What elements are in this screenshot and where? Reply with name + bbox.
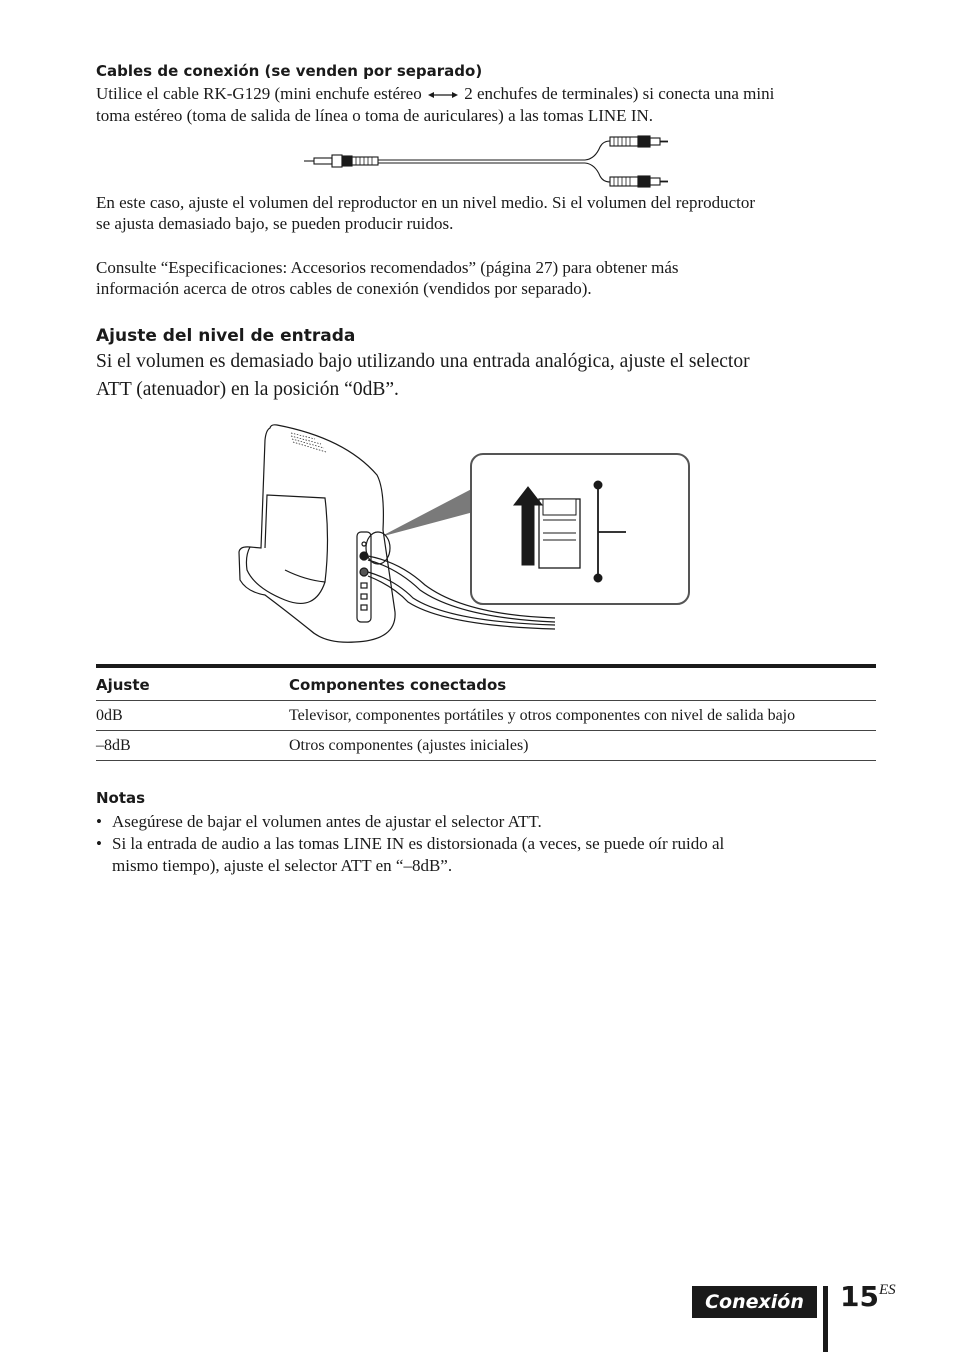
table-header-row <box>96 668 876 701</box>
table-header-ajuste: Ajuste <box>96 668 289 701</box>
table-cell-components: Televisor, componentes portátiles y otros componentes con nivel de salida bajo <box>289 701 876 731</box>
note-text-2-line-2: mismo tiempo), ajuste el selector ATT en “–8dB”. <box>112 856 453 875</box>
table-cell-setting: –8dB <box>96 731 289 761</box>
input-level-line-2: ATT (atenuador) en la posición “0dB”. <box>96 379 399 400</box>
settings-table <box>96 668 876 761</box>
note-text-2-line-1: Si la entrada de audio a las tomas LINE IN es distorsionada (a veces, se puede oír ruido al <box>112 834 725 853</box>
table-cell-components: Otros componentes (ajustes iniciales) <box>289 731 876 761</box>
table-row <box>96 731 876 761</box>
table-header-componentes: Componentes conectados <box>289 668 876 701</box>
att-switch-detail <box>500 475 640 590</box>
notes-heading: Notas <box>96 789 146 807</box>
input-level-line-1: Si el volumen es demasiado bajo utilizando una entrada analógica, ajuste el selector <box>96 351 750 372</box>
table-cell-setting: 0dB <box>96 701 289 731</box>
table-row <box>96 701 876 731</box>
page-number <box>840 1280 896 1313</box>
note-text-1: Asegúrese de bajar el volumen antes de ajustar el selector ATT. <box>112 812 542 831</box>
cables-line-1-after: 2 enchufes de terminales) si conecta una mini <box>464 84 775 103</box>
note-bullet: • <box>96 812 102 831</box>
cable-illustration <box>300 135 680 191</box>
cables-para-2-line-1: En este caso, ajuste el volumen del reproductor en un nivel medio. Si el volumen del reproductor <box>96 193 756 212</box>
double-arrow-icon <box>428 89 458 101</box>
cables-line-1-before: Utilice el cable RK-G129 (mini enchufe estéreo <box>96 84 422 103</box>
cables-para-3-line-1: Consulte “Especificaciones: Accesorios recomendados” (página 27) para obtener más <box>96 258 679 277</box>
note-item <box>96 811 876 833</box>
cables-heading: Cables de conexión (se venden por separado) <box>96 62 483 80</box>
notes-list <box>96 811 876 877</box>
section-label: Conexión <box>692 1286 817 1318</box>
note-item <box>96 833 876 877</box>
cables-line-1 <box>96 83 774 105</box>
input-level-heading: Ajuste del nivel de entrada <box>96 326 356 346</box>
footer-vertical-rule <box>823 1286 828 1352</box>
page-number-suffix: ES <box>878 1282 896 1298</box>
page-number-value: 15 <box>840 1280 879 1313</box>
cables-line-2: toma estéreo (toma de salida de línea o toma de auriculares) a las tomas LINE IN. <box>96 106 654 125</box>
cables-para-3-line-2: información acerca de otros cables de conexión (vendidos por separado). <box>96 279 592 298</box>
cables-para-2-line-2: se ajusta demasiado bajo, se pueden producir ruidos. <box>96 214 454 233</box>
note-bullet: • <box>96 834 102 853</box>
